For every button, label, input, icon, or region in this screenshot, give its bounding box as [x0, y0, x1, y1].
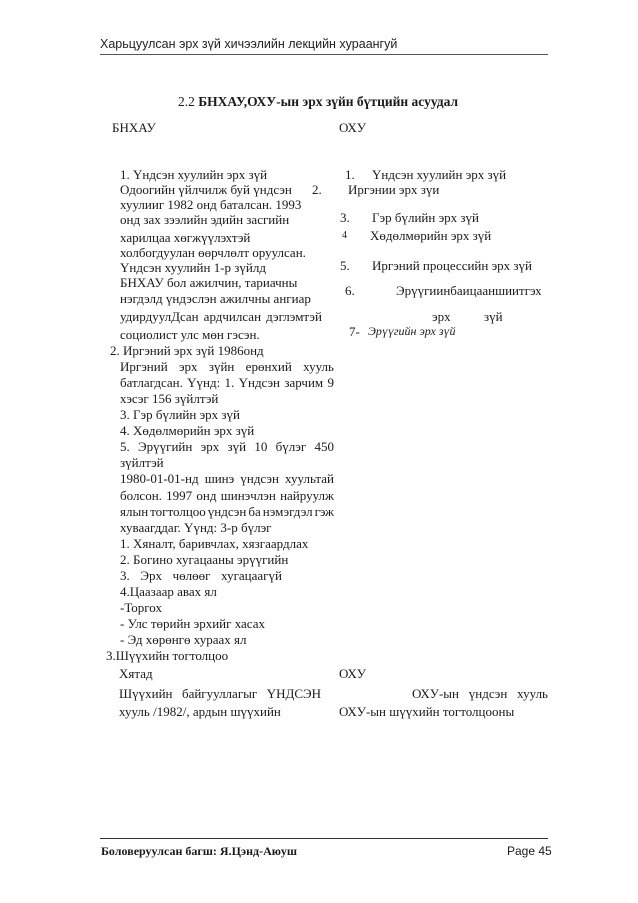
header-rule: [100, 54, 548, 55]
word: Эрүүгийн: [138, 439, 193, 454]
word: батлагдсан.: [120, 375, 183, 390]
bottom-right-heading: ОХУ: [339, 666, 366, 681]
word: шиитгэх: [495, 283, 542, 298]
page-number: Page 45: [507, 844, 552, 858]
section-title: [178, 94, 458, 110]
word: хугацаагүй: [221, 568, 282, 583]
left-line: холбогдуулан өөрчлөлт оруулсан.: [120, 245, 306, 260]
left-line: социолист улс мөн гэсэн.: [120, 327, 260, 342]
word: зүйн: [208, 359, 235, 374]
left-line: 1. Үндсэн хуулийн эрх зүй: [120, 167, 268, 182]
left-line: 4.Цаазаар авах ял: [120, 584, 217, 599]
word: Шүүхийн: [119, 686, 173, 701]
left-line-justified: [120, 375, 334, 391]
right-item-number: 7-: [349, 324, 360, 339]
bottom-left-line: хууль /1982/, ардын шүүхийн: [119, 704, 281, 719]
right-item: Гэр бүлийн эрх зүй: [372, 210, 479, 225]
left-line-justified: [120, 488, 334, 504]
right-item-number: 3.: [340, 210, 350, 225]
left-line: 2. Иргэний эрх зүй 1986онд: [110, 343, 264, 358]
word: хууль: [517, 686, 548, 701]
word: Үүнд:: [187, 375, 221, 390]
left-line: Одоогийн үйлчилж буй үндсэн: [120, 182, 292, 197]
left-line-justified: [120, 504, 334, 520]
left-line: Үндсэн хуулийн 1-р зүйлд: [120, 260, 266, 275]
word: 1997: [166, 488, 193, 503]
word: болсон.: [120, 488, 162, 503]
left-line: онд зах зээлийн эдийн засгийн: [120, 212, 290, 227]
right-item-number: 1.: [345, 167, 355, 182]
right-item: Үндсэн хуулийн эрх зүй: [372, 167, 507, 182]
word: 10: [254, 439, 268, 454]
word: 1980-01-01-нд: [120, 471, 199, 486]
word: Үндсэн: [238, 375, 281, 390]
word: Иргэний: [120, 359, 168, 374]
word: удирдуулДсан: [120, 309, 199, 324]
right-word: эрх: [432, 309, 451, 324]
word: үндсэн: [240, 471, 279, 486]
left-line: БНХАУ бол ажилчин, тариачны: [120, 275, 298, 290]
left-column-heading: БНХАУ: [112, 120, 156, 135]
footer-rule: [100, 838, 548, 839]
right-item: Эрүүгийн эрх зүй: [368, 324, 456, 338]
left-line: -Торгох: [120, 600, 162, 615]
word: ерөнхий: [245, 359, 292, 374]
right-item: Иргэнии эрх зүи: [348, 182, 440, 197]
section-title-text: БНХАУ,ОХУ-ын эрх зүйн бүтцийн асуудал: [198, 94, 459, 109]
right-item-number: 4: [342, 230, 347, 241]
right-item-justified: [396, 283, 542, 299]
word: эрх: [200, 439, 220, 454]
word: ба: [248, 504, 261, 519]
word: 9: [327, 375, 334, 390]
left-line: хуулииг 1982 онд баталсан. 1993: [120, 197, 302, 212]
bottom-right-line-justified: [412, 686, 548, 702]
left-line-justified: [120, 471, 334, 487]
word: хууль: [303, 359, 334, 374]
word: найруулж: [280, 488, 334, 503]
bottom-left-line-justified: [119, 686, 321, 702]
word: хуультай: [285, 471, 334, 486]
right-item: Хөдөлмөрийн эрх зүй: [370, 228, 492, 243]
word: зүй: [227, 439, 247, 454]
left-line: харилцаа хөгжүүлэхтэй: [120, 230, 251, 245]
bottom-left-heading: Хятад: [119, 666, 153, 681]
word: эрх: [178, 359, 198, 374]
footer-author: Боловеруулсан багш: Я.Цэнд-Аюуш: [101, 844, 298, 858]
left-line-justified: [120, 359, 334, 375]
word: бүлэг: [275, 439, 307, 454]
left-line: - Улс төрийн эрхийг хасах: [120, 616, 265, 631]
word: зарчим: [284, 375, 324, 390]
right-item-number: 6.: [345, 283, 355, 298]
word: 5.: [120, 439, 130, 454]
word: баицаан: [450, 283, 496, 298]
word: тогтолцоо: [150, 504, 206, 519]
word: 3.: [120, 568, 130, 583]
right-item: Иргэний процессийн эрх зүй: [372, 258, 533, 273]
word: шинэ: [204, 471, 235, 486]
word: чөлөөг: [172, 568, 211, 583]
word: Эрүүгиин: [396, 283, 451, 298]
word: гэж: [314, 504, 334, 519]
word: ялын: [120, 504, 149, 519]
left-line: нэгдэлд үндэслэн ажилчны ангиар: [120, 291, 311, 306]
word: үндсэн: [468, 686, 508, 701]
word: ОХУ-ын: [412, 686, 459, 701]
word: 450: [314, 439, 334, 454]
left-line: 4. Хөдөлмөрийн эрх зүй: [120, 423, 255, 438]
left-line-justified: [120, 309, 322, 325]
left-line: - Эд хөрөнгө хураах ял: [120, 632, 247, 647]
word: шинэчлэн: [220, 488, 276, 503]
left-line: 2. Богино хугацааны эрүүгийн: [120, 552, 289, 567]
section-number: 2.2: [178, 94, 195, 109]
word: Эрх: [140, 568, 162, 583]
right-item-number: 5.: [340, 258, 350, 273]
left-line: 1. Хяналт, баривчлах, хязгаардлах: [120, 536, 309, 551]
left-line: хуваагддаг. Үүнд: 3-р бүлэг: [120, 520, 272, 535]
left-line-justified: [120, 439, 334, 455]
right-item-number: 2.: [312, 182, 322, 197]
left-line: 3.Шүүхийн тогтолцоо: [106, 648, 229, 663]
word: ардчилсан: [203, 309, 262, 324]
right-word: зүй: [484, 309, 503, 324]
word: ҮНДСЭН: [266, 686, 321, 701]
word: дэглэмтэй: [266, 309, 322, 324]
word: онд: [196, 488, 217, 503]
running-header: Харьцуулсан эрх зүй хичээлийн лекцийн хураангуй: [100, 37, 398, 51]
left-line: хэсэг 156 зүйлтэй: [120, 391, 219, 406]
word: үндсэн: [207, 504, 247, 519]
left-line-justified: [120, 568, 282, 584]
word: 1.: [224, 375, 235, 390]
bottom-right-line: ОХУ-ын шүүхийн тогтолцооны: [339, 704, 515, 719]
right-column-heading: ОХУ: [339, 120, 366, 135]
left-line: зүйлтэй: [120, 455, 164, 470]
left-line: 3. Гэр бүлийн эрх зүй: [120, 407, 240, 422]
word: нэмэгдэл: [262, 504, 313, 519]
word: байгууллагыг: [181, 686, 258, 701]
